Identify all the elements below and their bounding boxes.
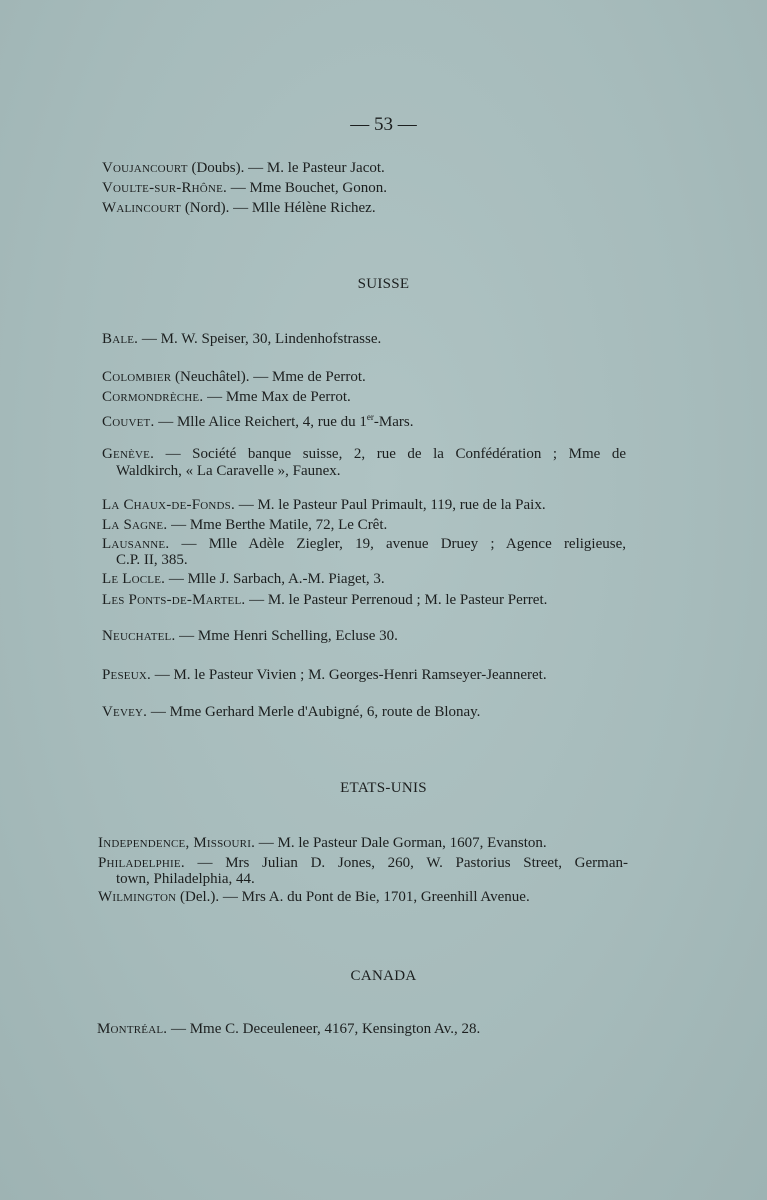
entry-cormondreche: Cormondrèche. — Mme Max de Perrot. bbox=[102, 389, 351, 405]
entry-voulte-sur-rhone: Voulte-sur-Rhône. — Mme Bouchet, Gonon. bbox=[102, 180, 387, 196]
entry-couvet: Couvet. — Mlle Alice Reichert, 4, rue du 1er-Mars. bbox=[102, 412, 414, 430]
page-number: — 53 — bbox=[350, 114, 417, 135]
entry-peseux: Peseux. — M. le Pasteur Vivien ; M. Georges-Henri Ramseyer-Jeanneret. bbox=[102, 667, 547, 683]
entry-wilmington: Wilmington (Del.). — Mrs A. du Pont de Bie, 1701, Greenhill Avenue. bbox=[98, 889, 530, 905]
entry-colombier: Colombier (Neuchâtel). — Mme de Perrot. bbox=[102, 369, 366, 385]
entry-lausanne-continuation: C.P. II, 385. bbox=[116, 552, 188, 568]
section-heading-suisse: SUISSE bbox=[357, 276, 410, 292]
entry-les-ponts-de-martel: Les Ponts-de-Martel. — M. le Pasteur Perrenoud ; M. le Pasteur Perret. bbox=[102, 592, 548, 608]
entry-voujancourt: Voujancourt (Doubs). — M. le Pasteur Jacot. bbox=[102, 160, 385, 176]
entry-bale: Bale. — M. W. Speiser, 30, Lindenhofstrasse. bbox=[102, 331, 382, 347]
entry-philadelphie: Philadelphie. — Mrs Julian D. Jones, 260, W. Pastorius Street, German- bbox=[98, 855, 628, 871]
entry-geneve-continuation: Waldkirch, « La Caravelle », Faunex. bbox=[116, 463, 341, 479]
entry-philadelphie-continuation: town, Philadelphia, 44. bbox=[116, 871, 255, 887]
entry-geneve: Genève. — Société banque suisse, 2, rue de la Confédération ; Mme de bbox=[102, 446, 626, 462]
entry-la-sagne: La Sagne. — Mme Berthe Matile, 72, Le Crêt. bbox=[102, 517, 388, 533]
entry-walincourt: Walincourt (Nord). — Mlle Hélène Richez. bbox=[102, 200, 376, 216]
entry-lausanne: Lausanne. — Mlle Adèle Ziegler, 19, avenue Druey ; Agence religieuse, bbox=[102, 536, 626, 552]
entry-la-chaux-de-fonds: La Chaux-de-Fonds. — M. le Pasteur Paul Primault, 119, rue de la Paix. bbox=[102, 497, 546, 513]
entry-neuchatel: Neuchatel. — Mme Henri Schelling, Ecluse 30. bbox=[102, 628, 398, 644]
entry-montreal: Montréal. — Mme C. Deceuleneer, 4167, Kensington Av., 28. bbox=[97, 1021, 481, 1037]
entry-le-locle: Le Locle. — Mlle J. Sarbach, A.-M. Piaget, 3. bbox=[102, 571, 385, 587]
entry-independence: Independence, Missouri. — M. le Pasteur Dale Gorman, 1607, Evanston. bbox=[98, 835, 547, 851]
section-heading-etats-unis: ETATS-UNIS bbox=[340, 780, 427, 796]
entry-vevey: Vevey. — Mme Gerhard Merle d'Aubigné, 6, route de Blonay. bbox=[102, 704, 481, 720]
section-heading-canada: CANADA bbox=[350, 968, 417, 984]
